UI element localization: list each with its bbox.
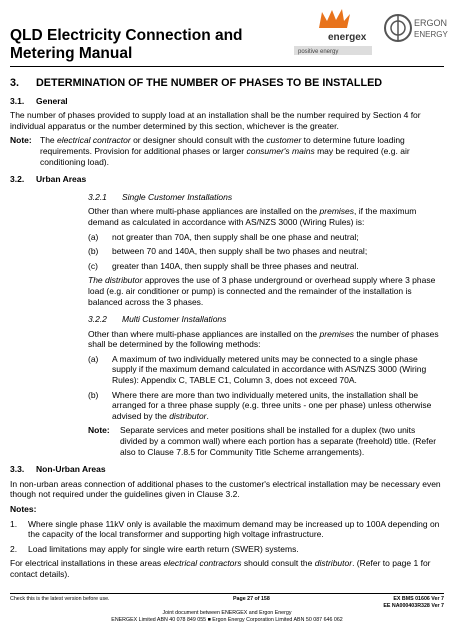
section-3-heading: 3. DETERMINATION OF THE NUMBER OF PHASES TO BE INSTALLED <box>10 77 383 89</box>
section-3-3-contact-text: For electrical installations in these areas electrical contractors should consult the distributor. (Refer to page 1 for contact details). <box>10 558 431 579</box>
section-3-2-2-text: Other than where multi-phase appliances are installed on the premises the number of phases shall be determined by the following methods: <box>88 328 439 350</box>
section-3-3-text: In non-urban areas connection of additional phases to the customer's electrical installation may be necessary even though not required under the guidelines given in Clause 3.2. <box>10 478 441 500</box>
section-3-1-heading: 3.1. General <box>10 95 68 106</box>
section-3-2-2-heading: 3.2.2 Multi Customer Installations <box>88 314 227 325</box>
list-item: 1. Where single phase 11kV only is available the maximum demand may be increased up to 100A depending on the capacity of the local transformer and supporting high voltage infrastructure. <box>10 518 440 540</box>
list-item: (b) between 70 and 140A, then supply shall be two phases and neutral; <box>88 246 368 257</box>
section-3-1-note: Note: The electrical contractor or designer should consult with the customer to determine future loading requirements. Provision for additional phases or larger consumer's mains may be required (e.g. air conditioning load). <box>10 135 410 167</box>
svg-text:ENERGY: ENERGY <box>414 30 448 39</box>
svg-text:positive energy: positive energy <box>298 49 339 55</box>
section-3-1-text: The number of phases provided to supply load at an installation shall be the number required by Section 4 for individual apparatus or the number determined by this section, whichever is the greater. <box>10 110 421 131</box>
joint-document-text: Joint document between ENERGEX and Ergon Energy <box>162 610 292 616</box>
doc-number-ergon: EE NA000403R328 Ver 7 <box>383 603 444 609</box>
section-3-2-heading: 3.2. Urban Areas <box>10 174 87 185</box>
bullet-icon: ■ <box>207 617 211 623</box>
energex-logo <box>292 6 374 62</box>
version-check-text: Check this is the latest version before use. <box>10 596 110 602</box>
distributor-approval-text: The distributor approves the use of 3 phase underground or overhead supply where 3 phase load (e.g. air conditioner or pump) is connected and the remainder of the installation is balanced across the 3 phases. <box>88 275 436 307</box>
header-divider <box>10 66 444 67</box>
list-item: (a) not greater than 70A, then supply shall be one phase and neutral; <box>88 231 359 242</box>
svg-text:ERGON: ERGON <box>414 18 448 28</box>
doc-number-energex: EX BMS 01606 Ver 7 <box>393 596 444 602</box>
list-item: (b) Where there are more than two individually metered units, the installation shall be arranged for a three phase supply (e.g. three units - one per phase) unless otherwise advised by the distributor. <box>88 389 432 421</box>
section-3-2-2-note: Note: Separate services and meter positions shall be installed for a duplex (two units divided by a common wall) where each portion has a separate (freehold) title. (Refer also to Clause 7.8.5 for Community Title Scheme arrangements). <box>88 425 437 457</box>
notes-heading: Notes: <box>10 504 37 514</box>
ergon-energy-logo <box>378 6 448 62</box>
section-3-2-1-heading: 3.2.1 Single Customer Installations <box>88 191 233 202</box>
page-footer <box>10 593 444 624</box>
svg-text:energex: energex <box>328 32 367 43</box>
section-3-3-heading: 3.3. Non-Urban Areas <box>10 464 106 475</box>
section-3-2-body <box>88 192 442 457</box>
footer-divider <box>10 593 444 594</box>
section-3-2-1-text: Other than where multi-phase appliances are installed on the premises, if the maximum demand as calculated in accordance with AS/NZS 3000 (Wiring Rules) is: <box>88 206 417 227</box>
abn-line: ENERGEX Limited ABN 40 078 849 055 ■ Ergon Energy Corporation Limited ABN 50 087 646 062 <box>111 617 343 623</box>
page-body <box>10 72 442 580</box>
list-item: 2. Load limitations may apply for single wire earth return (SWER) systems. <box>10 543 299 554</box>
list-item: (a) A maximum of two individually metered units may be connected to a single phase supply if the maximum demand calculated in accordance with AS/NZS 3000 (Wiring Rules): Appendix C, TABLE C1, Column 3, does not exceed 70A. <box>88 353 427 386</box>
manual-title: QLD Electricity Connection and Metering Manual <box>10 27 243 62</box>
list-item: (c) greater than 140A, then supply shall be three phases and neutral. <box>88 260 359 271</box>
page-number: Page 27 of 158 <box>233 596 270 602</box>
